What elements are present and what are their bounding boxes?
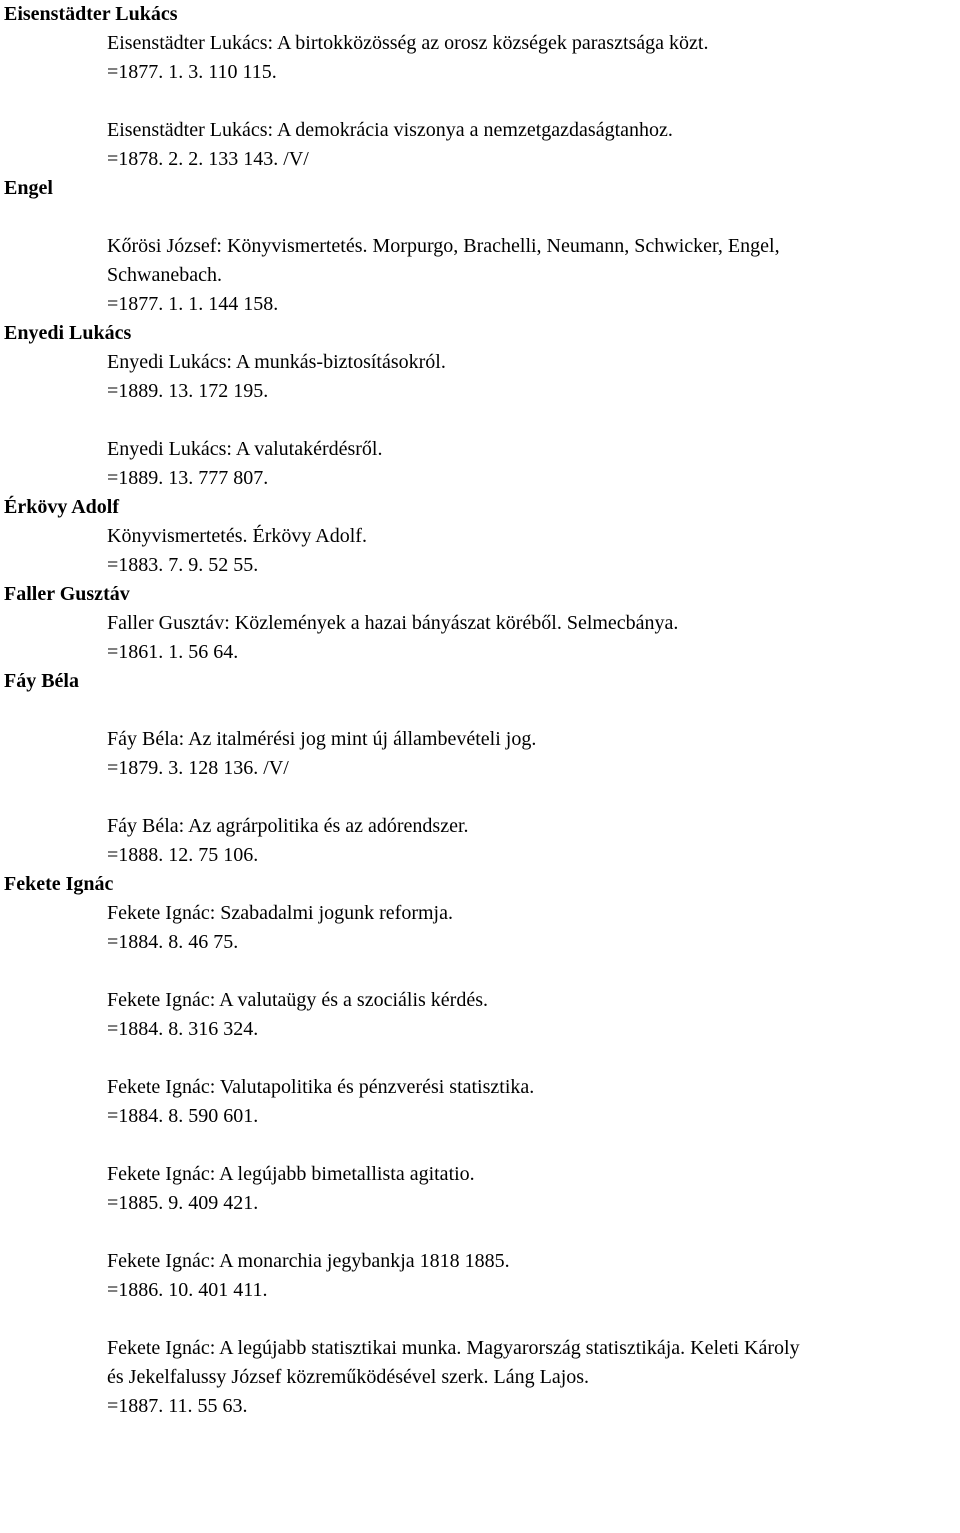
entry-reference: =1878. 2. 2. 133 143. /V/ xyxy=(107,148,309,170)
author-block xyxy=(0,493,960,580)
entry-list xyxy=(0,522,960,580)
entry-list xyxy=(0,348,960,493)
entry-spacer xyxy=(107,957,960,986)
entry-list xyxy=(0,899,960,1421)
entry-spacer xyxy=(107,1044,960,1073)
entry xyxy=(107,1247,960,1305)
author-block xyxy=(0,0,960,174)
entry-spacer xyxy=(107,1131,960,1160)
author-heading: Érkövy Adolf xyxy=(4,496,120,518)
entry-spacer xyxy=(107,1305,960,1334)
entry-title-continued: és Jekelfalussy József közreműködésével szerk. Láng Lajos. xyxy=(107,1366,590,1388)
entry-reference: =1884. 8. 590 601. xyxy=(107,1105,259,1127)
entry xyxy=(107,899,960,957)
entry xyxy=(107,1160,960,1218)
entry-reference: =1886. 10. 401 411. xyxy=(107,1279,268,1301)
entry-spacer xyxy=(107,406,960,435)
entry-reference: =1877. 1. 3. 110 115. xyxy=(107,61,277,83)
entry-title: Kőrösi József: Könyvismertetés. Morpurgo, Brachelli, Neumann, Schwicker, Engel, xyxy=(107,235,780,257)
entry-title: Könyvismertetés. Érkövy Adolf. xyxy=(107,525,367,547)
entry-list xyxy=(0,609,960,667)
author-heading: Engel xyxy=(4,177,53,199)
entry-title: Fáy Béla: Az italmérési jog mint új állambevételi jog. xyxy=(107,728,537,750)
entry-title: Fekete Ignác: Szabadalmi jogunk reformja. xyxy=(107,902,453,924)
author-heading: Eisenstädter Lukács xyxy=(4,3,178,25)
entry-title: Fekete Ignác: A monarchia jegybankja 1818 1885. xyxy=(107,1250,510,1272)
entry-reference: =1885. 9. 409 421. xyxy=(107,1192,259,1214)
entry-title: Fekete Ignác: A valutaügy és a szociális kérdés. xyxy=(107,989,488,1011)
entry xyxy=(107,116,960,174)
entry xyxy=(107,522,960,580)
entry xyxy=(107,725,960,783)
author-block xyxy=(0,580,960,667)
entry xyxy=(107,609,960,667)
entry xyxy=(107,1073,960,1131)
entry-title: Enyedi Lukács: A munkás-biztosításokról. xyxy=(107,351,446,373)
author-block xyxy=(0,870,960,1421)
entry-reference: =1884. 8. 46 75. xyxy=(107,931,239,953)
entry xyxy=(107,986,960,1044)
entry-title: Fekete Ignác: Valutapolitika és pénzverési statisztika. xyxy=(107,1076,535,1098)
entry-reference: =1889. 13. 777 807. xyxy=(107,467,269,489)
entry-list xyxy=(0,232,960,319)
entry xyxy=(107,435,960,493)
entry-reference: =1879. 3. 128 136. /V/ xyxy=(107,757,289,779)
entry-reference: =1884. 8. 316 324. xyxy=(107,1018,259,1040)
entry-title: Fekete Ignác: A legújabb statisztikai munka. Magyarország statisztikája. Keleti Károly xyxy=(107,1337,800,1359)
heading-spacer xyxy=(0,696,960,725)
heading-spacer xyxy=(0,203,960,232)
entry-list xyxy=(0,29,960,174)
entry-reference: =1887. 11. 55 63. xyxy=(107,1395,248,1417)
entry-title: Fáy Béla: Az agrárpolitika és az adórendszer. xyxy=(107,815,469,837)
entry-title: Faller Gusztáv: Közlemények a hazai bányászat köréből. Selmecbánya. xyxy=(107,612,679,634)
entry xyxy=(107,348,960,406)
entry-spacer xyxy=(107,1218,960,1247)
entry xyxy=(107,812,960,870)
entry-reference: =1877. 1. 1. 144 158. xyxy=(107,293,279,315)
entry-title: Eisenstädter Lukács: A birtokközösség az orosz községek parasztsága közt. xyxy=(107,32,709,54)
author-block xyxy=(0,319,960,493)
entry-title: Fekete Ignác: A legújabb bimetallista agitatio. xyxy=(107,1163,475,1185)
author-heading: Fekete Ignác xyxy=(4,873,114,895)
author-block xyxy=(0,174,960,319)
entry xyxy=(107,1334,960,1421)
author-block xyxy=(0,667,960,870)
entry-reference: =1861. 1. 56 64. xyxy=(107,641,239,663)
entry-title: Eisenstädter Lukács: A demokrácia viszonya a nemzetgazdaságtanhoz. xyxy=(107,119,673,141)
entry-spacer xyxy=(107,783,960,812)
entry xyxy=(107,29,960,87)
entry-spacer xyxy=(107,87,960,116)
entry-list xyxy=(0,725,960,870)
entry-reference: =1889. 13. 172 195. xyxy=(107,380,269,402)
author-heading: Enyedi Lukács xyxy=(4,322,132,344)
author-heading: Faller Gusztáv xyxy=(4,583,130,605)
entry-reference: =1883. 7. 9. 52 55. xyxy=(107,554,259,576)
entry xyxy=(107,232,960,319)
author-heading: Fáy Béla xyxy=(4,670,79,692)
entry-reference: =1888. 12. 75 106. xyxy=(107,844,259,866)
entry-title: Enyedi Lukács: A valutakérdésről. xyxy=(107,438,383,460)
entry-title-continued: Schwanebach. xyxy=(107,264,222,286)
